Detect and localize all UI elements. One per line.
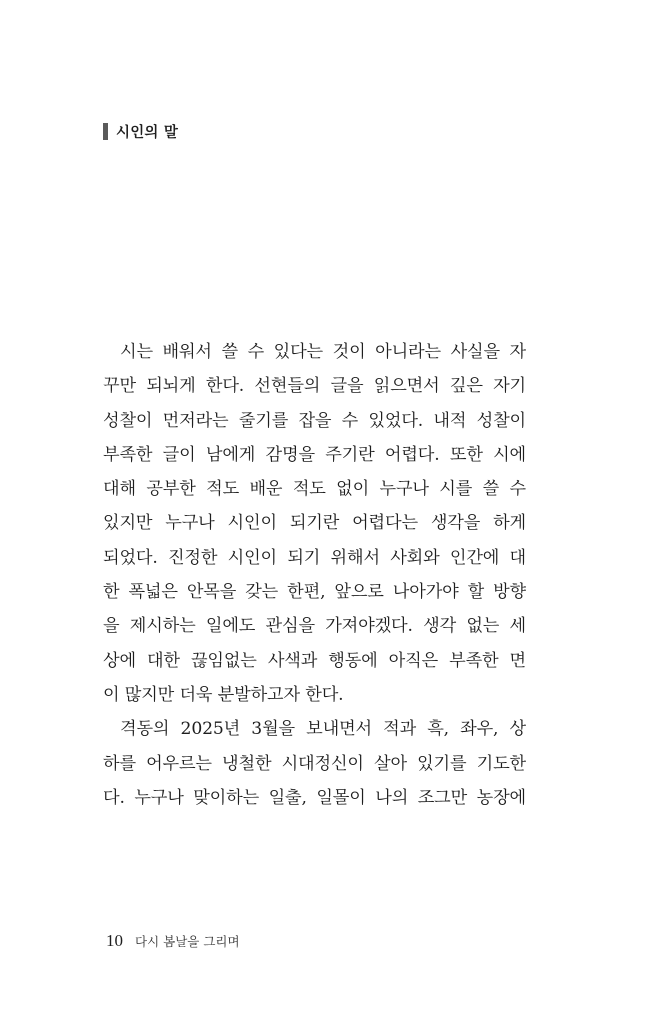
text-line: 을 제시하는 일에도 관심을 가져야겠다. 생각 없는 세: [103, 616, 526, 637]
text-line: 다. 누구나 맞이하는 일출, 일몰이 나의 조그만 농장에: [103, 787, 526, 808]
text-line: 있지만 누구나 시인이 되기란 어렵다는 생각을 하게: [103, 513, 526, 534]
text-line: 상에 대한 끊임없는 사색과 행동에 아직은 부족한 면: [103, 650, 526, 671]
text-line: 이 많지만 더욱 분발하고자 한다.: [103, 684, 344, 705]
body-text: [103, 335, 526, 815]
running-book-title: 다시 봄날을 그리며: [135, 934, 240, 949]
text-line: 대해 공부한 적도 배운 적도 없이 누구나 시를 쓸 수: [103, 479, 526, 500]
section-marker-bar: [103, 123, 108, 140]
text-line: 성찰이 먼저라는 줄기를 잡을 수 있었다. 내적 성찰이: [103, 410, 526, 431]
text-line: 하를 어우르는 냉철한 시대정신이 살아 있기를 기도한: [103, 753, 526, 774]
page-footer: [106, 931, 240, 951]
text-line: 시는 배워서 쓸 수 있다는 것이 아니라는 사실을 자: [120, 342, 526, 362]
text-line: 꾸만 되뇌게 한다. 선현들의 글을 읽으면서 깊은 자기: [103, 376, 526, 397]
text-line: 격동의 2025년 3월을 보내면서 적과 흑, 좌우, 상: [120, 719, 526, 740]
text-line: 되었다. 진정한 시인이 되기 위해서 사회와 인간에 대: [103, 547, 526, 568]
page-number: 10: [106, 931, 123, 950]
section-header: [103, 121, 178, 141]
text-line: 부족한 글이 남에게 감명을 주기란 어렵다. 또한 시에: [103, 444, 526, 465]
section-title: 시인의 말: [116, 124, 179, 141]
text-line: 한 폭넓은 안목을 갖는 한편, 앞으로 나아가야 할 방향: [103, 582, 526, 603]
